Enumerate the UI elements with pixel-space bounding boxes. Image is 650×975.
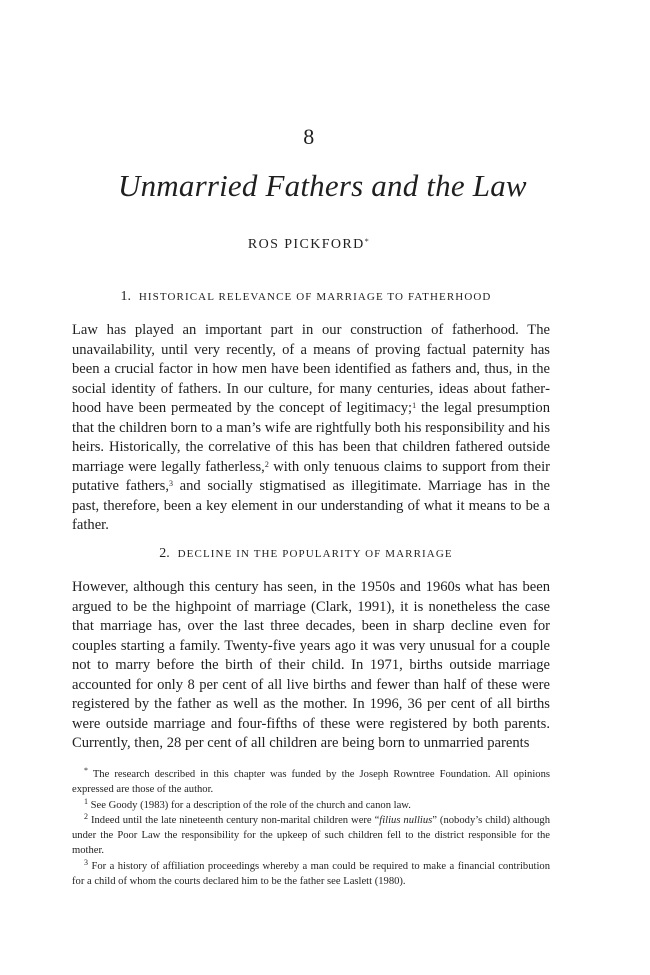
footnote-mark: * <box>84 766 88 775</box>
section-number: 2. <box>159 546 170 561</box>
footnote-ref-1: 1 <box>412 401 417 410</box>
footnote-ref-2: 2 <box>264 459 269 469</box>
paragraph-section-2: However, although this century has seen, in the 1950s and 1960s what has been argued to be the highpoint of marriage (Clark, 1991), it is nonetheless the case that marriage has, over the last three decades, been in sharp decline even for couples starting a family. Twenty-five years ago it was very unusual for a couple not to marry before the birth of their child. In 1971, births outside marriage accounted for only 8 per cent of all live births and fewer than half of these were registered by the father as well as the mother. In 1996, 36 per cent of all births were outside marriage and four-fifths of these were registered by both parents. Currently, then, 28 per cent of all children are being born to unmarried parents <box>72 579 550 751</box>
author-name: ROS PICKFORD <box>247 237 365 252</box>
section-number: 1. <box>120 289 131 304</box>
paragraph-text: with only tenuous claims to support from their putative fathers, <box>72 458 550 494</box>
footnote-1 <box>72 796 550 814</box>
footnotes <box>72 768 550 890</box>
section-title: HISTORICAL RELEVANCE OF MARRIAGE TO FATHERHOOD <box>138 291 492 303</box>
paragraph-text: and socially stigmatised as illegitimate. Marriage has in the past, therefore, been a key element in our understanding of what it means to be a father. <box>72 478 550 533</box>
section-heading-1 <box>0 289 612 305</box>
footnote-2 <box>72 814 550 858</box>
paragraph-text: the legal presumption that the children born to a man’s wife are rightfully both his responsibility and his heirs. Historically, the correlative of this has been that children fathered outside marriage were legally fatherless, <box>72 400 550 475</box>
footnote-text: ” (nobody’s child) although under the Poor Law the responsibility for the upkeep of such children fell to the district responsible for the mother. <box>72 815 550 856</box>
chapter-title: Unmarried Fathers and the Law <box>118 168 527 203</box>
footnote-text: Indeed until the late nineteenth century non-marital children were “ <box>88 815 380 827</box>
footnote-ref-3: 3 <box>169 479 173 488</box>
footnote-mark: 2 <box>84 812 88 822</box>
footnote-author <box>72 768 550 798</box>
section-title: DECLINE IN THE POPULARITY OF MARRIAGE <box>177 548 453 560</box>
footnote-italic-term: filius nullius <box>379 815 433 827</box>
author-footnote-mark: * <box>364 237 371 246</box>
paragraph-text: Law has played an important part in our construction of fatherhood. The unavailability, until very recently, of a means of proving factual paternity has been a crucial factor in how men have been identified as fathers and, thus, in the social identity of fathers. In our culture, for many centuries, ideas about fatherhood have been permeated by the concept of legitimacy; <box>72 322 550 416</box>
footnote-text: The research described in this chapter was funded by the Joseph Rowntree Foundation. All opinions expressed are those of the author. <box>72 769 550 795</box>
footnote-text: For a history of affiliation proceedings whereby a man could be required to make a financial contribution for a child of whom the courts declared him to be the father see Laslett (1980). <box>72 860 550 887</box>
paragraph-section-1 <box>72 321 550 536</box>
section-heading-2 <box>0 546 612 562</box>
chapter-number: 8 <box>303 124 315 149</box>
footnote-text: See Goody (1983) for a description of the role of the church and canon law. <box>88 799 411 811</box>
chapter-author <box>0 237 618 253</box>
footnote-3 <box>72 857 550 890</box>
footnote-mark: 1 <box>84 796 88 806</box>
footnote-mark: 3 <box>84 857 88 867</box>
